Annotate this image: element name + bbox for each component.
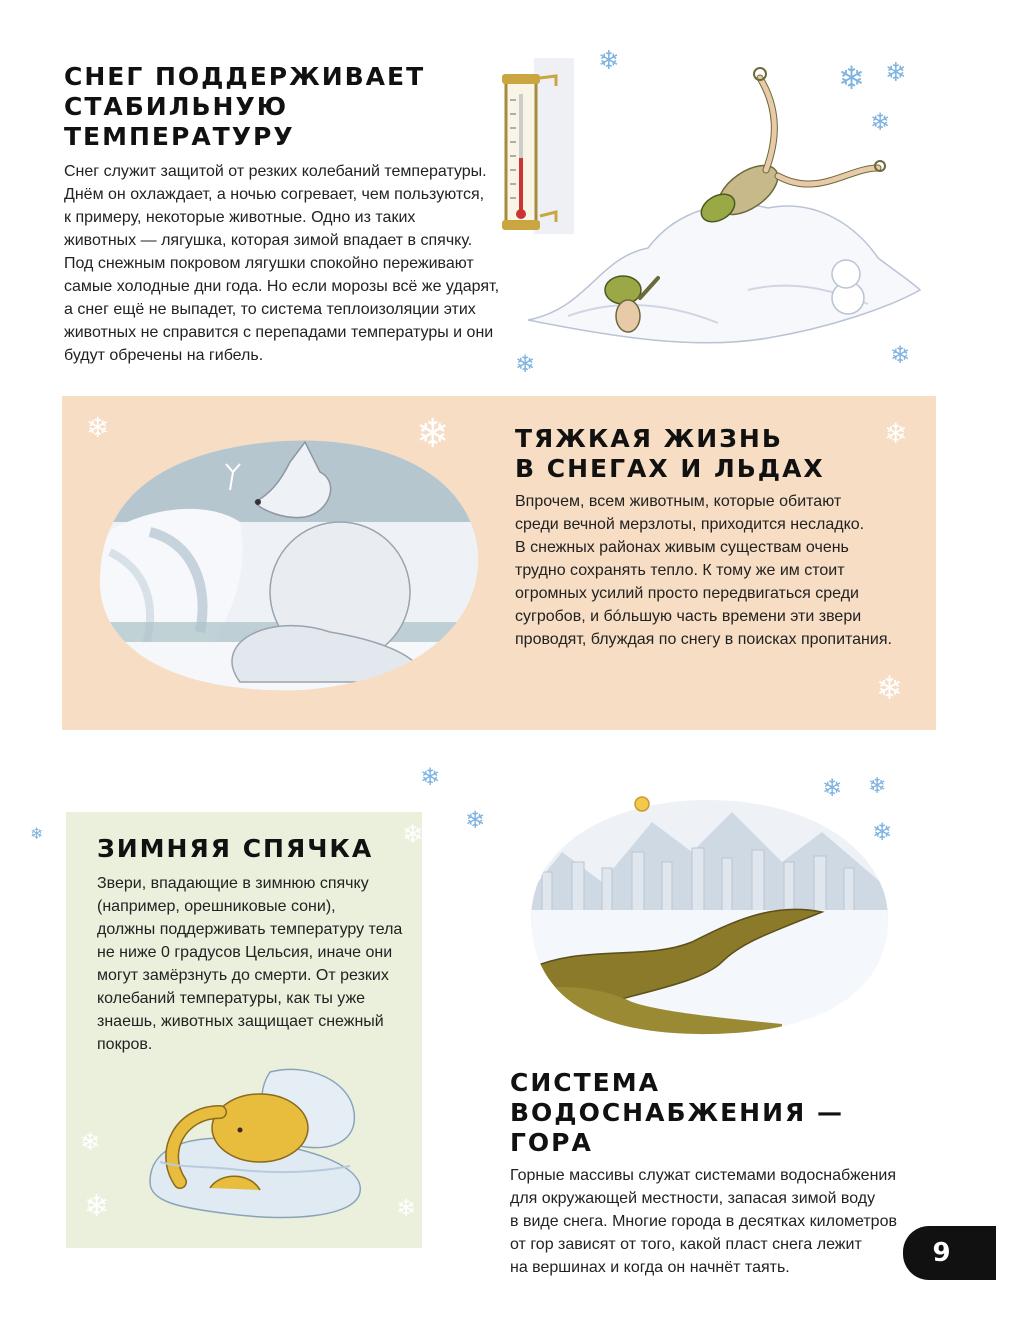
snowflake-icon: ❄ — [80, 1128, 101, 1156]
snowflake-icon: ❄ — [515, 350, 536, 378]
snowflake-icon: ❄ — [598, 46, 620, 76]
snowflake-icon: ❄ — [885, 58, 907, 88]
section-title: ЗИМНЯЯ СПЯЧКА — [97, 834, 374, 863]
section-title — [510, 1068, 910, 1158]
snowflake-icon: ❄ — [396, 1194, 417, 1222]
body-line: проводят, блуждая по снегу в поисках пропитания. — [515, 631, 892, 648]
page-number: 9 — [903, 1226, 996, 1280]
section-snow-temperature — [64, 62, 504, 367]
arctic-fox-illustration — [90, 432, 482, 694]
title-line: ТЯЖКАЯ ЖИЗНЬ — [515, 424, 783, 453]
body-line: сугробов, и бóльшую часть времени эти звери — [515, 608, 862, 625]
snowflake-icon: ❄ — [86, 411, 110, 444]
snowflake-icon: ❄ — [84, 1189, 110, 1224]
section-harsh-life — [515, 424, 915, 651]
snowflake-icon: ❄ — [872, 818, 893, 846]
body-line: для окружающей местности, запасая зимой воду — [510, 1190, 876, 1207]
body-line: Впрочем, всем животным, которые обитают — [515, 493, 842, 510]
body-line: Звери, впадающие в зимнюю спячку — [97, 875, 369, 892]
snowflake-icon: ❄ — [870, 108, 891, 136]
body-line: Днём он охлаждает, а ночью согревает, чем пользуются, — [64, 186, 485, 203]
title-line: В СНЕГАХ И ЛЬДАХ — [515, 454, 825, 483]
title-line: СИСТЕМА — [510, 1068, 660, 1097]
snowflake-icon: ❄ — [465, 806, 486, 834]
body-line: на вершинах и когда он начнёт таять. — [510, 1259, 790, 1276]
body-line: от гор зависят от того, какой пласт снега лежит — [510, 1236, 862, 1253]
body-line: не ниже 0 градусов Цельсия, иначе они — [97, 944, 393, 961]
dormouse-illustration — [140, 1062, 368, 1222]
body-line: к примеру, некоторые животные. Одно из таких — [64, 209, 416, 226]
body-line: в виде снега. Многие города в десятках километров — [510, 1213, 897, 1230]
snowflake-icon: ❄ — [420, 763, 441, 791]
snowflake-icon: ❄ — [30, 824, 44, 843]
mountain-river-illustration — [522, 792, 892, 1038]
section-body — [510, 1164, 910, 1279]
body-line: знаешь, животных защищает снежный — [97, 1013, 384, 1030]
snowflake-icon: ❄ — [890, 341, 911, 369]
snowflake-icon: ❄ — [416, 411, 450, 457]
title-line: ВОДОСНАБЖЕНИЯ — ГОРА — [510, 1098, 844, 1157]
snowflake-icon: ❄ — [876, 669, 903, 707]
title-line: СТАБИЛЬНУЮ ТЕМПЕРАТУРУ — [64, 92, 295, 151]
snowflake-icon: ❄ — [838, 59, 865, 97]
section-hibernation — [97, 834, 407, 1056]
snowflake-icon: ❄ — [884, 417, 908, 450]
frogs-in-snow-illustration — [528, 58, 928, 358]
snowflake-icon: ❄ — [402, 820, 424, 850]
section-body — [64, 160, 504, 367]
body-line: покров. — [97, 1036, 153, 1053]
body-line: самые холодные дни года. Но если морозы всё же ударят, — [64, 278, 500, 295]
body-line: среди вечной мерзлоты, приходится несладко. — [515, 516, 865, 533]
section-water-supply — [510, 1068, 910, 1279]
body-line: животных — лягушка, которая зимой впадает в спячку. — [64, 232, 473, 249]
body-line: будут обречены на гибель. — [64, 347, 264, 364]
body-line: Горные массивы служат системами водоснабжения — [510, 1167, 897, 1184]
body-line: Снег служит защитой от резких колебаний температуры. — [64, 163, 487, 180]
body-line: (например, орешниковые сони), — [97, 898, 336, 915]
section-title — [64, 62, 504, 152]
body-line: а снег ещё не выпадет, то система теплоизоляции этих — [64, 301, 476, 318]
body-line: животных не справится с перепадами температуры и они — [64, 324, 494, 341]
section-body — [97, 872, 407, 1056]
section-title — [515, 424, 915, 484]
section-body — [515, 490, 915, 651]
body-line: В снежных районах живым существам очень — [515, 539, 849, 556]
body-line: трудно сохранять тепло. К тому же им стоит — [515, 562, 845, 579]
body-line: Под снежным покровом лягушки спокойно переживают — [64, 255, 474, 272]
snowflake-icon: ❄ — [822, 774, 843, 802]
body-line: огромных усилий просто передвигаться среди — [515, 585, 859, 602]
body-line: могут замёрзнуть до смерти. От резких — [97, 967, 389, 984]
body-line: должны поддерживать температуру тела — [97, 921, 403, 938]
body-line: колебаний температуры, как ты уже — [97, 990, 366, 1007]
title-line: СНЕГ ПОДДЕРЖИВАЕТ — [64, 62, 426, 91]
snowflake-icon: ❄ — [868, 774, 887, 799]
